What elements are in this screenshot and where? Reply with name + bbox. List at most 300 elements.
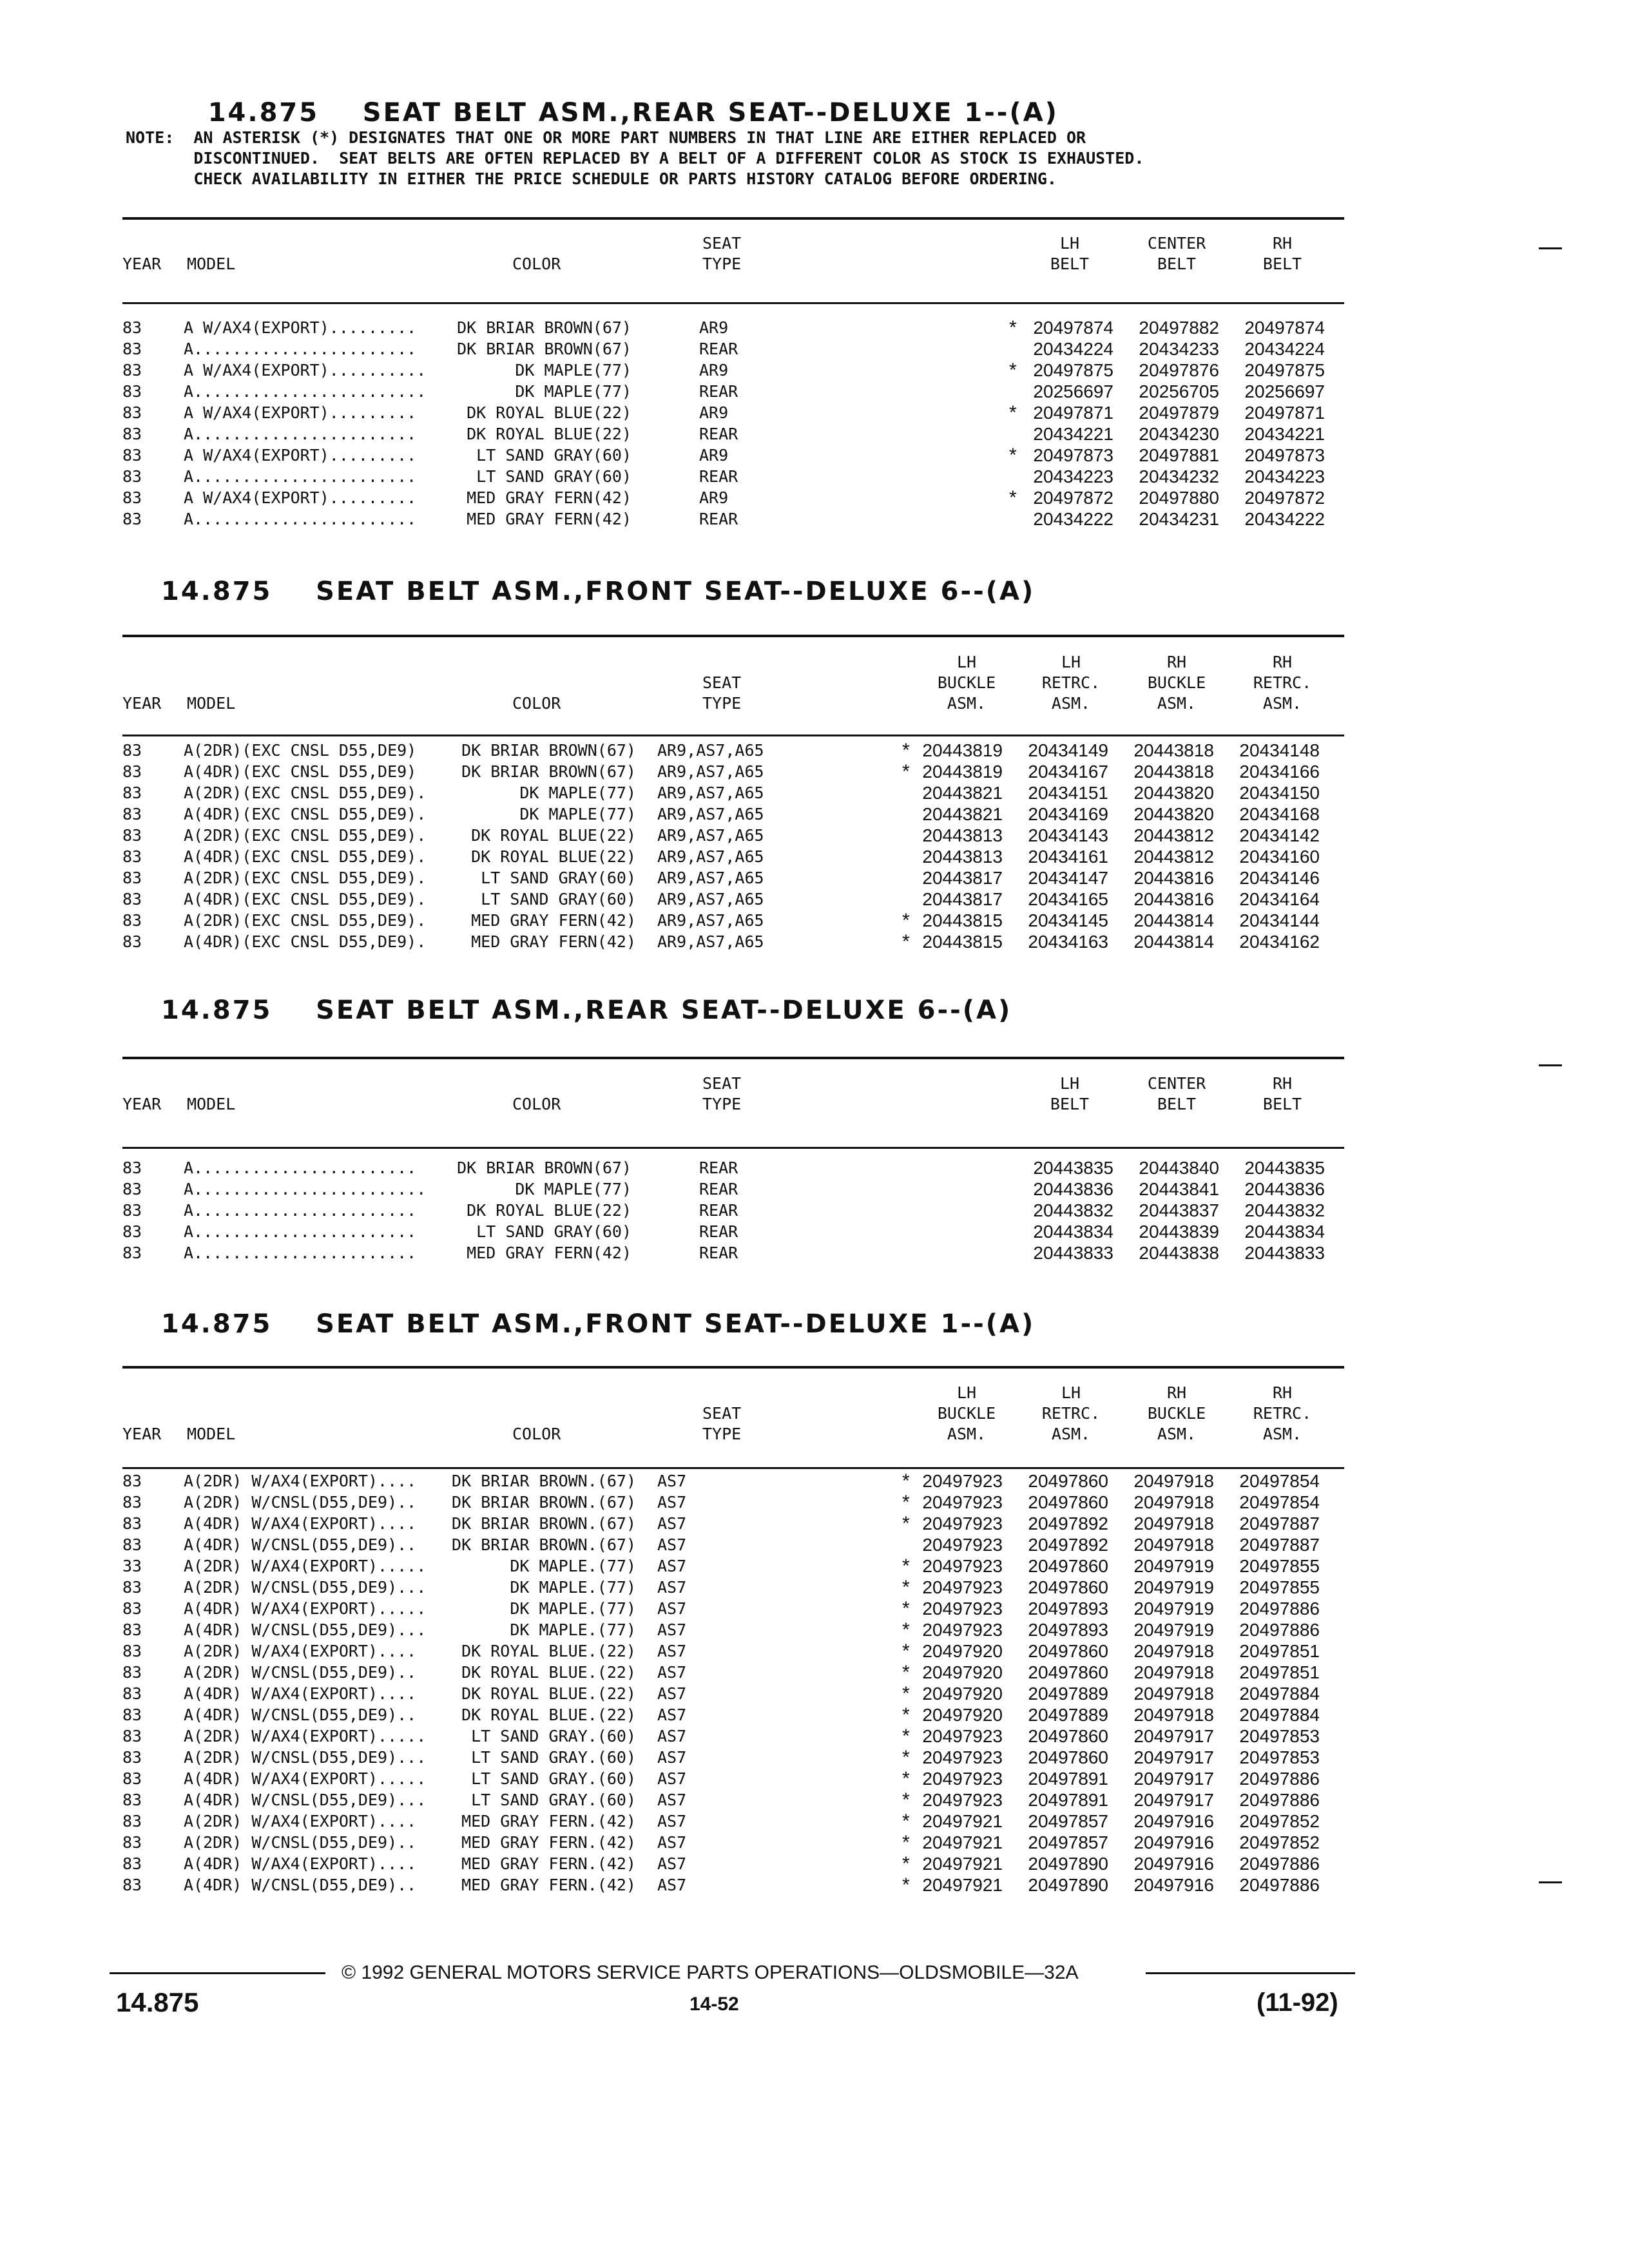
cell-year: 83	[122, 762, 142, 781]
cell-model: A(2DR)(EXC CNSL D55,DE9).	[184, 911, 427, 930]
cell-model: A.......................	[184, 467, 417, 486]
cell-year: 83	[122, 1684, 142, 1703]
replaced-asterisk: *	[902, 761, 910, 782]
replaced-asterisk: *	[1009, 487, 1017, 508]
header-part-column: BELT	[1050, 255, 1090, 273]
table-row	[0, 1470, 1629, 1492]
cell-model: A........................	[184, 382, 427, 401]
cell-color: DK MAPLE(77)	[515, 1180, 631, 1198]
table-row	[0, 508, 1629, 530]
cell-part-number: 20497893	[1028, 1620, 1108, 1640]
header-part-column: CENTER	[1147, 1074, 1206, 1093]
cell-part-number: 20434150	[1239, 783, 1320, 803]
cell-model: A(2DR)(EXC CNSL D55,DE9).	[184, 869, 427, 887]
cell-part-number: 20256697	[1244, 381, 1325, 401]
cell-part-number: 20497919	[1133, 1577, 1214, 1597]
replaced-asterisk: *	[902, 1747, 910, 1768]
cell-seat-type: REAR	[699, 1158, 738, 1177]
cell-color: DK MAPLE(77)	[515, 382, 631, 401]
cell-part-number: 20497871	[1033, 403, 1113, 423]
table-row	[0, 846, 1629, 867]
cell-year: 83	[122, 783, 142, 802]
cell-part-number: 20497860	[1028, 1492, 1108, 1512]
cell-part-number: 20434221	[1033, 424, 1113, 444]
replaced-asterisk: *	[902, 1725, 910, 1747]
margin-mark	[1539, 247, 1562, 249]
cell-color: DK MAPLE.(77)	[510, 1599, 636, 1618]
cell-model: A(4DR) W/AX4(EXPORT).....	[184, 1769, 427, 1788]
cell-color: DK MAPLE(77)	[519, 783, 636, 802]
cell-part-number: 20443834	[1033, 1222, 1113, 1242]
header-seat-type: TYPE	[702, 1095, 742, 1113]
table-row	[0, 1242, 1629, 1264]
cell-color: DK ROYAL BLUE(22)	[471, 826, 636, 845]
replaced-asterisk: *	[902, 1640, 910, 1662]
cell-year: 83	[122, 1222, 142, 1241]
cell-part-number: 20434165	[1028, 889, 1108, 909]
cell-part-number: 20497876	[1139, 360, 1219, 380]
cell-part-number: 20434142	[1239, 825, 1320, 845]
cell-year: 83	[122, 1158, 142, 1177]
table-row	[0, 1704, 1629, 1725]
cell-seat-type: AS7	[657, 1876, 687, 1894]
cell-part-number: 20443817	[922, 868, 1003, 888]
header-part-column: BUCKLE	[1147, 673, 1206, 692]
cell-part-number: 20497887	[1239, 1535, 1320, 1555]
cell-part-number: 20497857	[1028, 1811, 1108, 1831]
table-row	[0, 889, 1629, 910]
cell-part-number: 20434164	[1239, 889, 1320, 909]
section-heading: SEAT BELT ASM.,FRONT SEAT--DELUXE 6--(A)	[316, 577, 1036, 606]
cell-model: A(2DR) W/CNSL(D55,DE9)...	[184, 1578, 427, 1597]
header-part-column: RH	[1272, 234, 1293, 253]
header-year: YEAR	[122, 255, 162, 273]
footer-rule-right	[1146, 1972, 1355, 1974]
replaced-asterisk: *	[902, 1492, 910, 1513]
cell-color: DK MAPLE(77)	[515, 361, 631, 380]
cell-color: DK ROYAL BLUE.(22)	[461, 1642, 636, 1660]
cell-model: A.......................	[184, 1222, 417, 1241]
cell-part-number: 20497890	[1028, 1854, 1108, 1874]
footer-rule-left	[110, 1972, 325, 1974]
cell-part-number: 20434143	[1028, 825, 1108, 845]
section-group: 14.875	[161, 995, 273, 1025]
cell-part-number: 20497923	[922, 1726, 1003, 1746]
cell-model: A W/AX4(EXPORT).........	[184, 446, 417, 465]
replaced-asterisk: *	[902, 740, 910, 761]
table-row	[0, 1157, 1629, 1178]
header-part-column: BELT	[1157, 255, 1197, 273]
cell-part-number: 20434224	[1033, 339, 1113, 359]
table-row	[0, 782, 1629, 803]
cell-model: A(2DR)(EXC CNSL D55,DE9)	[184, 741, 417, 760]
cell-part-number: 20434147	[1028, 868, 1108, 888]
cell-year: 83	[122, 826, 142, 845]
table-row	[0, 910, 1629, 931]
cell-part-number: 20497921	[922, 1811, 1003, 1831]
cell-model: A(2DR)(EXC CNSL D55,DE9).	[184, 826, 427, 845]
cell-part-number: 20443840	[1139, 1158, 1219, 1178]
table-header-rule	[122, 302, 1344, 304]
cell-year: 83	[122, 1706, 142, 1724]
cell-part-number: 20497918	[1133, 1705, 1214, 1725]
header-part-column: RH	[1272, 653, 1293, 671]
header-color: COLOR	[512, 694, 561, 713]
cell-part-number: 20497871	[1244, 403, 1325, 423]
header-part-column: ASM.	[1051, 694, 1091, 713]
cell-model: A(2DR) W/CNSL(D55,DE9)..	[184, 1833, 417, 1852]
header-part-column: LH	[1059, 234, 1080, 253]
cell-part-number: 20434160	[1239, 847, 1320, 867]
cell-seat-type: AS7	[657, 1599, 687, 1618]
cell-seat-type: AS7	[657, 1493, 687, 1512]
cell-seat-type: AR9,AS7,A65	[657, 805, 764, 823]
cell-part-number: 20497919	[1133, 1599, 1214, 1619]
cell-color: DK BRIAR BROWN(67)	[457, 1158, 631, 1177]
cell-part-number: 20497923	[922, 1747, 1003, 1767]
cell-color: MED GRAY FERN.(42)	[461, 1876, 636, 1894]
cell-part-number: 20497881	[1139, 445, 1219, 465]
cell-part-number: 20497853	[1239, 1747, 1320, 1767]
cell-year: 83	[122, 488, 142, 507]
header-seat: SEAT	[702, 234, 742, 253]
cell-part-number: 20497886	[1239, 1875, 1320, 1895]
cell-seat-type: AR9	[699, 318, 729, 337]
cell-color: LT SAND GRAY(60)	[481, 869, 636, 887]
cell-part-number: 20497884	[1239, 1705, 1320, 1725]
cell-model: A(4DR)(EXC CNSL D55,DE9).	[184, 932, 427, 951]
section-heading: SEAT BELT ASM.,REAR SEAT--DELUXE 6--(A)	[316, 995, 1012, 1025]
cell-part-number: 20497855	[1239, 1556, 1320, 1576]
section-spacer	[272, 577, 316, 606]
cell-seat-type: AS7	[657, 1472, 687, 1490]
section-title	[161, 995, 1012, 1025]
table-row	[0, 1221, 1629, 1242]
cell-year: 83	[122, 1727, 142, 1745]
cell-part-number: 20497884	[1239, 1684, 1320, 1704]
replaced-asterisk: *	[902, 1683, 910, 1704]
cell-color: DK ROYAL BLUE.(22)	[461, 1706, 636, 1724]
cell-model: A(4DR) W/CNSL(D55,DE9)..	[184, 1876, 417, 1894]
header-part-column: RH	[1272, 1074, 1293, 1093]
cell-color: MED GRAY FERN.(42)	[461, 1854, 636, 1873]
cell-part-number: 20443812	[1133, 847, 1214, 867]
cell-year: 83	[122, 1854, 142, 1873]
replaced-asterisk: *	[902, 1555, 910, 1577]
cell-color: DK BRIAR BROWN(67)	[457, 340, 631, 358]
cell-part-number: 20443838	[1139, 1243, 1219, 1263]
replaced-asterisk: *	[902, 1768, 910, 1789]
cell-part-number: 20443813	[922, 825, 1003, 845]
cell-part-number: 20497923	[922, 1535, 1003, 1555]
replaced-asterisk: *	[902, 1853, 910, 1874]
table-row	[0, 466, 1629, 487]
table-row	[0, 1789, 1629, 1811]
cell-color: LT SAND GRAY.(60)	[471, 1748, 636, 1767]
cell-color: DK BRIAR BROWN(67)	[457, 318, 631, 337]
cell-part-number: 20497886	[1239, 1769, 1320, 1789]
header-model: MODEL	[187, 255, 236, 273]
cell-part-number: 20497923	[922, 1620, 1003, 1640]
cell-color: DK ROYAL BLUE(22)	[467, 1201, 631, 1220]
cell-part-number: 20443821	[922, 783, 1003, 803]
cell-part-number: 20434162	[1239, 932, 1320, 952]
cell-color: MED GRAY FERN(42)	[471, 911, 636, 930]
cell-seat-type: REAR	[699, 340, 738, 358]
cell-part-number: 20497872	[1033, 488, 1113, 508]
cell-seat-type: REAR	[699, 467, 738, 486]
cell-part-number: 20443837	[1139, 1200, 1219, 1220]
cell-part-number: 20443836	[1033, 1179, 1113, 1199]
header-part-column: BELT	[1262, 255, 1302, 273]
cell-part-number: 20443819	[922, 740, 1003, 760]
cell-seat-type: AS7	[657, 1854, 687, 1873]
header-part-column: BUCKLE	[937, 1404, 996, 1423]
header-part-column: LH	[956, 653, 977, 671]
table-row	[0, 825, 1629, 846]
cell-color: DK BRIAR BROWN.(67)	[452, 1535, 636, 1554]
table-row	[0, 1874, 1629, 1896]
header-part-column: ASM.	[1262, 694, 1302, 713]
cell-year: 83	[122, 1876, 142, 1894]
cell-part-number: 20434144	[1239, 910, 1320, 930]
cell-model: A(2DR) W/AX4(EXPORT).....	[184, 1727, 427, 1745]
section-heading: SEAT BELT ASM.,FRONT SEAT--DELUXE 1--(A)	[316, 1309, 1036, 1339]
cell-part-number: 20497916	[1133, 1811, 1214, 1831]
cell-color: DK BRIAR BROWN(67)	[461, 741, 636, 760]
cell-seat-type: AR9	[699, 403, 729, 422]
cell-model: A(2DR) W/CNSL(D55,DE9)..	[184, 1493, 417, 1512]
cell-part-number: 20434221	[1244, 424, 1325, 444]
cell-part-number: 20497851	[1239, 1641, 1320, 1661]
cell-seat-type: REAR	[699, 382, 738, 401]
cell-part-number: 20497879	[1139, 403, 1219, 423]
cell-model: A.......................	[184, 1158, 417, 1177]
table-row	[0, 1768, 1629, 1789]
cell-seat-type: AS7	[657, 1748, 687, 1767]
header-seat-type: TYPE	[702, 694, 742, 713]
table-row	[0, 1747, 1629, 1768]
header-year: YEAR	[122, 694, 162, 713]
cell-part-number: 20497918	[1133, 1492, 1214, 1512]
cell-model: A(4DR)(EXC CNSL D55,DE9)	[184, 762, 417, 781]
cell-part-number: 20497923	[922, 1514, 1003, 1533]
cell-model: A(2DR) W/AX4(EXPORT)....	[184, 1812, 417, 1831]
table-header-rule	[122, 1147, 1344, 1149]
header-part-column: CENTER	[1147, 234, 1206, 253]
header-part-column: RETRC.	[1041, 673, 1101, 692]
cell-seat-type: AS7	[657, 1535, 687, 1554]
cell-color: DK ROYAL BLUE.(22)	[461, 1663, 636, 1682]
table-row	[0, 445, 1629, 466]
cell-model: A(4DR) W/AX4(EXPORT)....	[184, 1684, 417, 1703]
cell-model: A.......................	[184, 510, 417, 528]
cell-color: DK ROYAL BLUE.(22)	[461, 1684, 636, 1703]
cell-part-number: 20443820	[1133, 804, 1214, 824]
header-part-column: LH	[1061, 653, 1081, 671]
cell-part-number: 20497891	[1028, 1769, 1108, 1789]
replaced-asterisk: *	[1009, 402, 1017, 423]
cell-part-number: 20443818	[1133, 762, 1214, 782]
cell-seat-type: AR9,AS7,A65	[657, 826, 764, 845]
replaced-asterisk: *	[1009, 445, 1017, 466]
cell-seat-type: AR9,AS7,A65	[657, 890, 764, 908]
replaced-asterisk: *	[902, 910, 910, 931]
cell-seat-type: AS7	[657, 1812, 687, 1831]
cell-part-number: 20497918	[1133, 1684, 1214, 1704]
table-row	[0, 1683, 1629, 1704]
cell-part-number: 20497886	[1239, 1854, 1320, 1874]
cell-part-number: 20443816	[1133, 868, 1214, 888]
cell-color: MED GRAY FERN(42)	[471, 932, 636, 951]
cell-part-number: 20497916	[1133, 1832, 1214, 1852]
header-seat-type: TYPE	[702, 255, 742, 273]
header-color: COLOR	[512, 1425, 561, 1443]
section-title	[161, 1309, 1035, 1339]
table-row	[0, 338, 1629, 360]
cell-part-number: 20443818	[1133, 740, 1214, 760]
cell-part-number: 20497875	[1244, 360, 1325, 380]
table-row	[0, 1640, 1629, 1662]
cell-color: DK MAPLE.(77)	[510, 1557, 636, 1575]
table-row	[0, 1577, 1629, 1598]
cell-part-number: 20443835	[1033, 1158, 1113, 1178]
cell-year: 83	[122, 361, 142, 380]
section-group: 14.875	[161, 577, 273, 606]
cell-part-number: 20497860	[1028, 1577, 1108, 1597]
cell-part-number: 20443812	[1133, 825, 1214, 845]
cell-part-number: 20434148	[1239, 740, 1320, 760]
header-seat-type: TYPE	[702, 1425, 742, 1443]
cell-part-number: 20256705	[1139, 381, 1219, 401]
cell-part-number: 20497923	[922, 1599, 1003, 1619]
cell-seat-type: REAR	[699, 1201, 738, 1220]
cell-part-number: 20497890	[1028, 1875, 1108, 1895]
cell-color: MED GRAY FERN.(42)	[461, 1812, 636, 1831]
cell-part-number: 20443833	[1244, 1243, 1325, 1263]
cell-color: DK MAPLE.(77)	[510, 1578, 636, 1597]
cell-part-number: 20497860	[1028, 1556, 1108, 1576]
cell-part-number: 20434163	[1028, 932, 1108, 952]
cell-color: LT SAND GRAY.(60)	[471, 1791, 636, 1809]
cell-part-number: 20434232	[1139, 466, 1219, 486]
cell-color: DK BRIAR BROWN.(67)	[452, 1514, 636, 1533]
table-row	[0, 402, 1629, 423]
header-part-column: LH	[1059, 1074, 1080, 1093]
cell-part-number: 20497872	[1244, 488, 1325, 508]
cell-color: DK ROYAL BLUE(22)	[467, 425, 631, 443]
cell-part-number: 20497916	[1133, 1854, 1214, 1874]
cell-part-number: 20497917	[1133, 1769, 1214, 1789]
replaced-asterisk: *	[902, 1470, 910, 1492]
cell-seat-type: AR9,AS7,A65	[657, 741, 764, 760]
cell-part-number: 20497923	[922, 1556, 1003, 1576]
cell-color: DK MAPLE.(77)	[510, 1620, 636, 1639]
header-part-column: ASM.	[947, 694, 987, 713]
cell-model: A(4DR) W/AX4(EXPORT)....	[184, 1514, 417, 1533]
cell-part-number: 20497854	[1239, 1492, 1320, 1512]
footer-page-number: 14-52	[689, 1994, 739, 2015]
cell-color: LT SAND GRAY(60)	[476, 446, 631, 465]
cell-part-number: 20497918	[1133, 1514, 1214, 1533]
table-row	[0, 1492, 1629, 1513]
cell-part-number: 20443817	[922, 889, 1003, 909]
cell-part-number: 20497920	[922, 1641, 1003, 1661]
cell-year: 83	[122, 1472, 142, 1490]
cell-model: A.......................	[184, 340, 417, 358]
cell-part-number: 20434169	[1028, 804, 1108, 824]
cell-seat-type: AS7	[657, 1663, 687, 1682]
cell-color: DK BRIAR BROWN.(67)	[452, 1493, 636, 1512]
replaced-asterisk: *	[902, 1811, 910, 1832]
cell-part-number: 20497882	[1139, 318, 1219, 338]
cell-color: LT SAND GRAY.(60)	[471, 1727, 636, 1745]
cell-color: DK BRIAR BROWN(67)	[461, 762, 636, 781]
cell-part-number: 20443839	[1139, 1222, 1219, 1242]
cell-year: 83	[122, 890, 142, 908]
cell-year: 83	[122, 805, 142, 823]
cell-part-number: 20434223	[1033, 466, 1113, 486]
cell-color: LT SAND GRAY(60)	[481, 890, 636, 908]
cell-part-number: 20443820	[1133, 783, 1214, 803]
table-row	[0, 931, 1629, 952]
cell-part-number: 20434223	[1244, 466, 1325, 486]
cell-seat-type: AS7	[657, 1578, 687, 1597]
cell-part-number: 20443814	[1133, 910, 1214, 930]
cell-seat-type: AS7	[657, 1769, 687, 1788]
table-row	[0, 1598, 1629, 1619]
cell-year: 83	[122, 869, 142, 887]
cell-part-number: 20497921	[922, 1875, 1003, 1895]
table-row	[0, 1178, 1629, 1200]
cell-color: DK ROYAL BLUE(22)	[467, 403, 631, 422]
cell-part-number: 20443814	[1133, 932, 1214, 952]
replaced-asterisk: *	[902, 1619, 910, 1640]
cell-seat-type: AS7	[657, 1833, 687, 1852]
cell-model: A(4DR)(EXC CNSL D55,DE9).	[184, 805, 427, 823]
cell-color: LT SAND GRAY.(60)	[471, 1769, 636, 1788]
cell-seat-type: AS7	[657, 1620, 687, 1639]
cell-model: A(4DR) W/CNSL(D55,DE9)..	[184, 1706, 417, 1724]
cell-part-number: 20497860	[1028, 1471, 1108, 1491]
cell-year: 83	[122, 510, 142, 528]
cell-seat-type: AR9	[699, 488, 729, 507]
cell-year: 83	[122, 1599, 142, 1618]
cell-part-number: 20443832	[1244, 1200, 1325, 1220]
cell-year: 83	[122, 1620, 142, 1639]
cell-part-number: 20497892	[1028, 1535, 1108, 1555]
table-row	[0, 423, 1629, 445]
cell-part-number: 20443815	[922, 910, 1003, 930]
replaced-asterisk: *	[902, 1598, 910, 1619]
cell-part-number: 20497923	[922, 1492, 1003, 1512]
table-row	[0, 317, 1629, 338]
cell-year: 83	[122, 1514, 142, 1533]
cell-part-number: 20497860	[1028, 1726, 1108, 1746]
cell-part-number: 20497874	[1033, 318, 1113, 338]
cell-part-number: 20497887	[1239, 1514, 1320, 1533]
cell-model: A W/AX4(EXPORT).........	[184, 403, 417, 422]
cell-seat-type: AR9,AS7,A65	[657, 932, 764, 951]
cell-part-number: 20434230	[1139, 424, 1219, 444]
replaced-asterisk: *	[902, 1662, 910, 1683]
cell-seat-type: AS7	[657, 1706, 687, 1724]
cell-color: MED GRAY FERN(42)	[467, 488, 631, 507]
cell-year: 83	[122, 1812, 142, 1831]
cell-year: 83	[122, 847, 142, 866]
section-spacer	[272, 1309, 316, 1339]
header-part-column: ASM.	[947, 1425, 987, 1443]
